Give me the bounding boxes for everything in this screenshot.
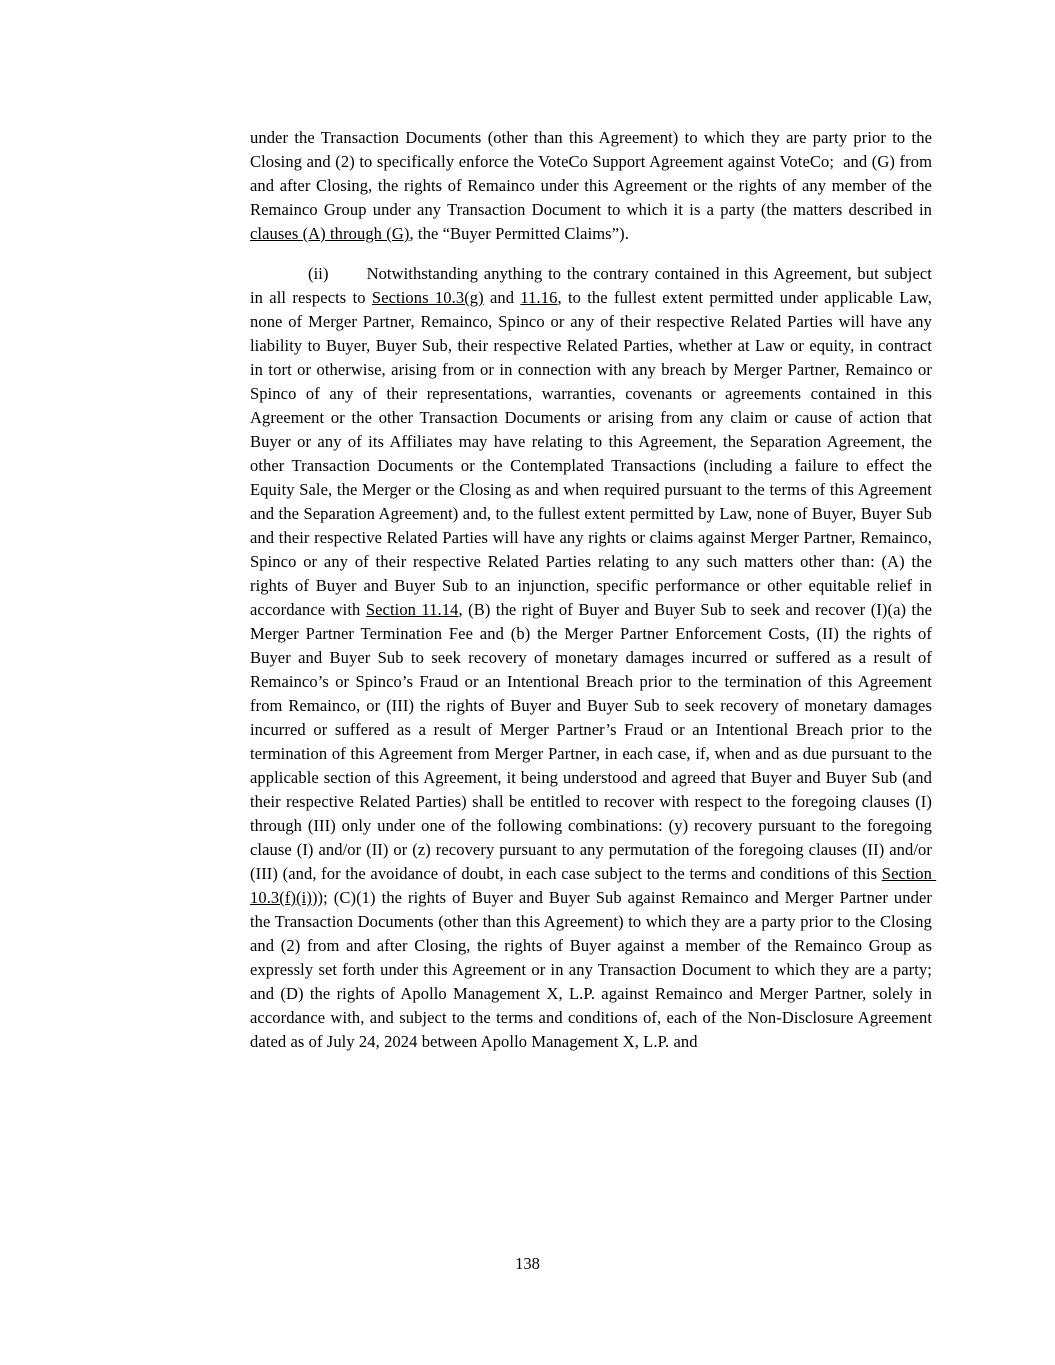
section-11-16-reference: 11.16 — [520, 288, 558, 307]
text-segment: )); (C)(1) the rights of Buyer and Buyer Sub against Remainco and Merger Partner under the Transaction Documents (other than this Agreement) to which they are a party prior to the Closing and (2) from and after Closing, the rights of Buyer against a member of the Remainco Group as expressly set forth under this Agreement or in any Transaction Document to which they are a party; and (D) the rights of Apollo Management X, L.P. against Remainco and Merger Partner, solely in accordance with, and subject to the terms and conditions of, each of the Non-Disclosure Agreement dated as of July 24, 2024 between Apollo Management X, L.P. and — [250, 888, 937, 1051]
paragraph-clause-ii — [250, 262, 937, 1054]
section-11-14-reference: Section 11.14 — [365, 600, 459, 619]
page-number: 138 — [515, 1254, 540, 1273]
section-10-3-g-reference: Sections 10.3(g) — [371, 288, 484, 307]
text-segment: and — [483, 288, 521, 307]
text-segment: Notwithstanding anything to the contrary contained in this Agreement, but subject in all respects to — [250, 264, 937, 307]
clauses-a-through-g-reference: clauses (A) through (G) — [250, 224, 410, 243]
text-segment: , the “Buyer Permitted Claims”). — [409, 224, 629, 243]
clause-ii-marker: (ii) — [308, 264, 329, 283]
text-segment: , to the fullest extent permitted under applicable Law, none of Merger Partner, Remainco, Spinco or any of their respective Related Parties will have any liability to Buyer, Buyer Sub, their respective Related Parties, whether at Law or equity, in contract in tort or otherwise, arising from or in connection with any breach by Merger Partner, Remainco or Spinco of any of their representations, warranties, covenants or agreements contained in this Agreement or the other Transaction Documents or arising from any claim or cause of action that Buyer or any of its Affiliates may have relating to this Agreement, the Separation Agreement, the other Transaction Documents or the Contemplated Transactions (including a failure to effect the Equity Sale, the Merger or the Closing as and when required pursuant to the terms of this Agreement and the Separation Agreement) and, to the fullest extent permitted by Law, none of Buyer, Buyer Sub and their respective Related Parties will have any rights or claims against Merger Partner, Remainco, Spinco or any of their respective Related Parties relating to any such matters other than: (A) the rights of Buyer and Buyer Sub to an injunction, specific performance or other equitable relief in accordance with — [250, 288, 937, 619]
text-segment: , (B) the right of Buyer and Buyer Sub to seek and recover (I)(a) the Merger Partner Termination Fee and (b) the Merger Partner Enforcement Costs, (II) the rights of Buyer and Buyer Sub to seek recovery of monetary damages incurred or suffered as a result of Remainco’s or Spinco’s Fraud or an Intentional Breach prior to the termination of this Agreement from Remainco, or (III) the rights of Buyer and Buyer Sub to seek recovery of monetary damages incurred or suffered as a result of Merger Partner’s Fraud or an Intentional Breach prior to the termination of this Agreement from Merger Partner, in each case, if, when and as due pursuant to the applicable section of this Agreement, it being understood and agreed that Buyer and Buyer Sub (and their respective Related Parties) shall be entitled to recover with respect to the foregoing clauses (I) through (III) only under one of the following combinations: (y) recovery pursuant to the foregoing clause (I) and/or (II) or (z) recovery pursuant to any permutation of the foregoing clauses (II) and/or (III) (and, for the avoidance of doubt, in each case subject to the terms and conditions of this — [250, 600, 937, 883]
section-10-3-f-i-reference: Section 10.3(f)(i) — [250, 864, 937, 907]
paragraph-buyer-permitted-claims — [250, 126, 937, 246]
text-segment: under the Transaction Documents (other than this Agreement) to which they are party prior to the Closing and (2) to specifically enforce the VoteCo Support Agreement against VoteCo; and (G) from and after Closing, the rights of Remainco under this Agreement or the rights of any member of the Remainco Group under any Transaction Document to which it is a party (the matters described in — [250, 128, 937, 219]
page-body — [250, 126, 937, 1070]
